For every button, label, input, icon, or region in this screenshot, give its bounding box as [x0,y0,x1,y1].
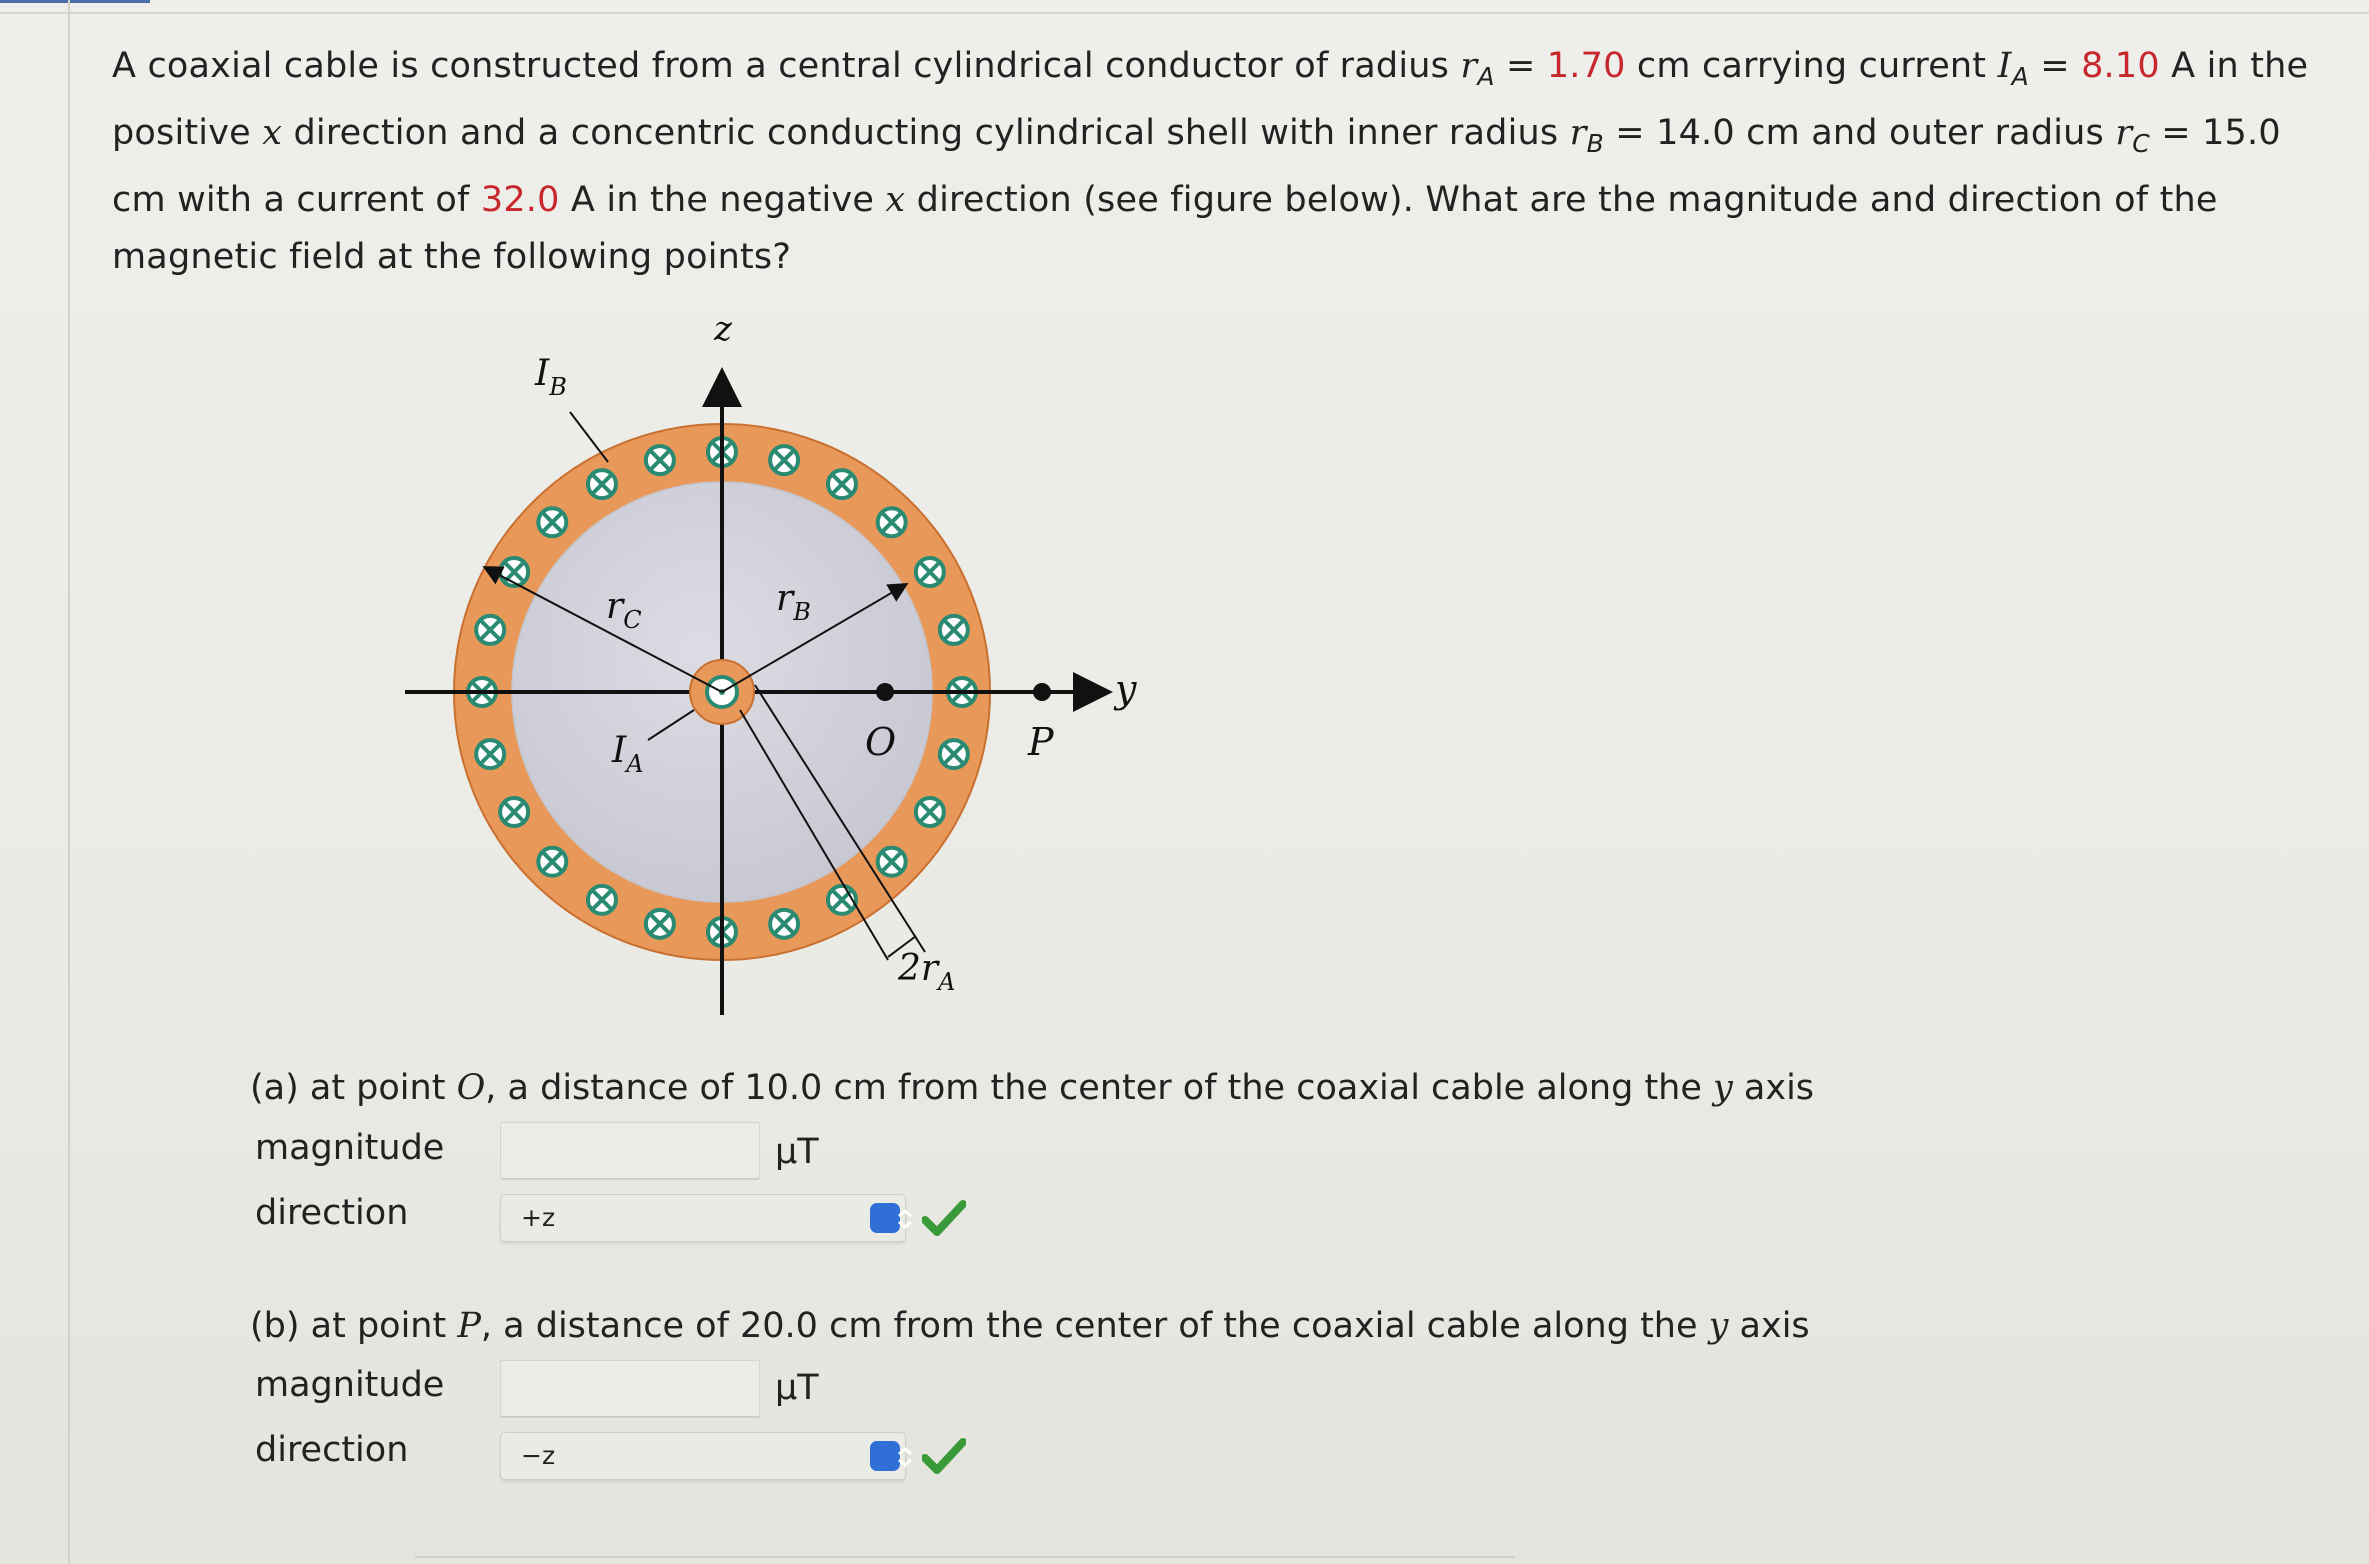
select-stepper-icon[interactable] [870,1441,900,1471]
point-o-label: O [865,720,897,764]
z-axis-label: z [714,309,732,349]
top-accent-bar [0,0,150,3]
into-page-symbol [476,616,504,644]
coaxial-cable-figure [380,300,1180,1030]
part-b-direction-label: direction [255,1430,409,1470]
part-b-magnitude-label: magnitude [255,1365,445,1405]
select-stepper-icon[interactable] [870,1203,900,1233]
given-ia-value: 8.10 [2081,46,2160,86]
into-page-symbol [916,798,944,826]
ia-label: $I_A$ [612,730,644,778]
into-page-symbol [588,886,616,914]
into-page-symbol [828,470,856,498]
into-page-symbol [646,910,674,938]
part-b-unit: μT [775,1368,819,1408]
into-page-symbol [770,910,798,938]
into-page-symbol [538,508,566,536]
part-b-direction-select[interactable] [500,1432,906,1480]
y-axis-label: y [1115,667,1137,711]
question-text: A coaxial cable is constructed from a central cylindrical conductor of radius $r_A = 1.70$ cm carrying current $I_A = 8.10$ A in the positive x direction and a concentric conducting cylindrical shell with inner radius $r_B = 14.0$ cm and outer radius $r_C = 15.0$ cm with a current of 32.0 A in the negative x direction (see figure below). What are the magnitude and direction of the magnetic field at the following points? [112,46,2309,277]
into-page-symbol [476,740,504,768]
top-divider [0,12,2369,14]
part-a-magnitude-label: magnitude [255,1128,445,1168]
into-page-symbol [940,616,968,644]
part-b-direction-value: −z [521,1441,556,1470]
given-ra-value: 1.70 [1546,46,1626,86]
part-a-direction-label: direction [255,1193,409,1233]
point-o-dot [876,683,894,701]
ib-leader-line [570,412,608,462]
part-a-prompt: (a) at point O, a distance of 10.0 cm from the center of the coaxial cable along the y axis [250,1068,1815,1108]
ib-label: $I_B$ [535,353,567,401]
point-p-dot [1033,683,1051,701]
part-a-unit: μT [775,1132,819,1172]
into-page-symbol [646,446,674,474]
part-b-magnitude-input[interactable] [500,1360,760,1418]
left-divider [68,0,70,1564]
given-ib-value: 32.0 [480,180,560,220]
2ra-label: $2r_A$ [898,948,956,996]
rc-label: $r_C$ [606,586,642,634]
into-page-symbol [770,446,798,474]
into-page-symbol [940,740,968,768]
into-page-symbol [878,848,906,876]
part-a-direction-select[interactable] [500,1194,906,1242]
point-p-label: P [1028,720,1054,764]
into-page-symbol [500,798,528,826]
into-page-symbol [878,508,906,536]
part-a-magnitude-input[interactable] [500,1122,760,1180]
correct-check-icon [922,1200,966,1236]
into-page-symbol [916,558,944,586]
into-page-symbol [588,470,616,498]
part-a-direction-value: +z [521,1203,556,1232]
rb-label: $r_B$ [776,578,811,626]
bottom-divider [415,1556,1515,1558]
correct-check-icon [922,1438,966,1474]
into-page-symbol [538,848,566,876]
part-b-prompt: (b) at point P, a distance of 20.0 cm from the center of the coaxial cable along the y axis [250,1306,1810,1346]
